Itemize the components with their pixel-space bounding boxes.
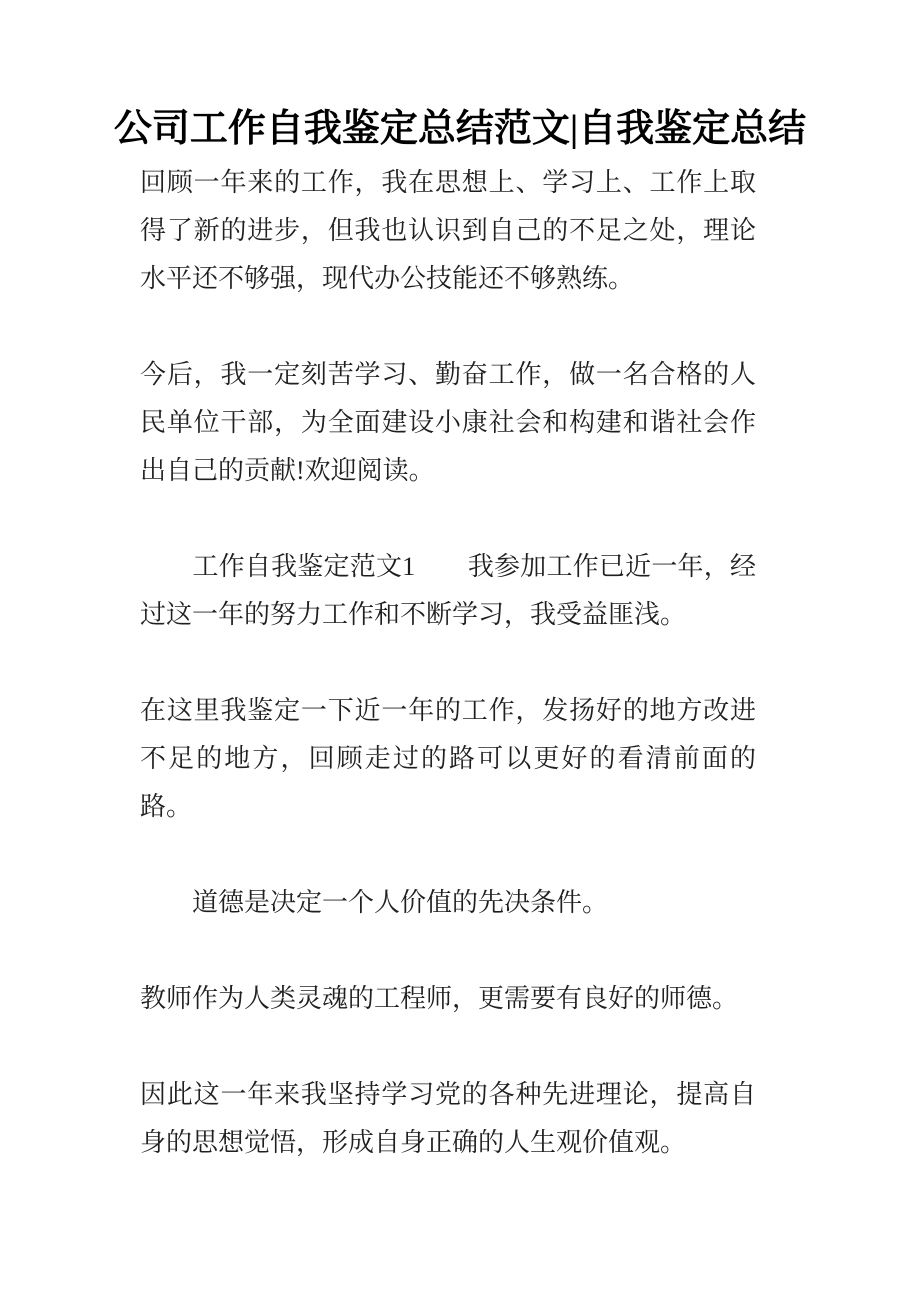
paragraph-4: 在这里我鉴定一下近一年的工作，发扬好的地方改进不足的地方，回顾走过的路可以更好的看清前面的路。: [140, 696, 756, 821]
document-title: 公司工作自我鉴定总结范文|自我鉴定总结: [113, 108, 807, 150]
paragraph-7: 因此这一年来我坚持学习党的各种先进理论，提高自身的思想觉悟，形成自身正确的人生观价值观。: [140, 1080, 756, 1157]
paragraph-2: 今后，我一定刻苦学习、勤奋工作，做一名合格的人民单位干部，为全面建设小康社会和构建和谐社会作出自己的贡献!欢迎阅读。: [140, 360, 756, 485]
paragraph-1: 回顾一年来的工作，我在思想上、学习上、工作上取得了新的进步，但我也认识到自己的不足之处，理论水平还不够强，现代办公技能还不够熟练。: [140, 168, 756, 293]
paragraph-3: 工作自我鉴定范文1 我参加工作已近一年，经过这一年的努力工作和不断学习，我受益匪浅。: [140, 552, 756, 629]
document-body: [140, 159, 756, 1167]
paragraph-5: 道德是决定一个人价值的先决条件。: [140, 888, 609, 917]
paragraph-6: 教师作为人类灵魂的工程师，更需要有良好的师德。: [140, 984, 739, 1013]
